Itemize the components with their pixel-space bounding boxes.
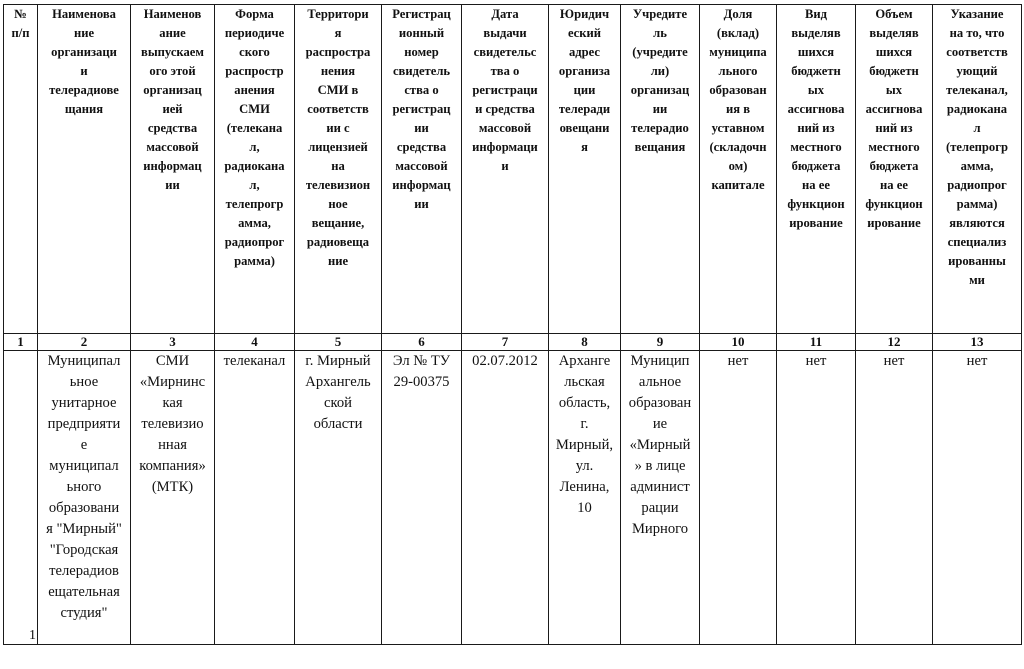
header-line: Территори — [307, 7, 369, 21]
header-line: образован — [709, 83, 767, 97]
header-line: на ее — [802, 178, 830, 192]
cell-line: Архангель — [305, 374, 371, 390]
header-line: (учредите — [632, 45, 688, 59]
header-line: ых — [807, 83, 825, 97]
header-line: нения — [320, 64, 356, 78]
cell-line: нет — [966, 353, 988, 369]
header-line: л, — [249, 178, 260, 192]
cell-line: телерадиов — [49, 563, 119, 579]
header-line: ых — [885, 83, 903, 97]
header-line: ние — [73, 26, 95, 40]
header-line: ание — [159, 26, 186, 40]
cell-line: льская — [564, 374, 605, 390]
header-line: ии — [165, 178, 180, 192]
header-line: телеканал, — [946, 83, 1008, 97]
table-cell-col-5 — [295, 351, 382, 645]
column-number-cell: 3 — [131, 334, 215, 351]
cell-line: образовани — [48, 500, 120, 516]
header-line: распростра — [305, 45, 371, 59]
header-line: Вид — [804, 7, 828, 21]
header-line: телепрогр — [225, 197, 284, 211]
cell-line: "Городская — [49, 542, 119, 558]
header-line: льного — [718, 64, 758, 78]
header-line: Указание — [950, 7, 1004, 21]
header-line: свидетельс — [473, 45, 537, 59]
header-line: ии — [414, 121, 429, 135]
table-cell-col-6 — [382, 351, 462, 645]
cell-line: компания» — [139, 458, 206, 474]
table-cell-col-1 — [4, 351, 38, 645]
table-cell-col-10 — [700, 351, 777, 645]
header-line: тва о — [490, 64, 520, 78]
header-line: ний из — [875, 121, 913, 135]
column-header-12 — [856, 5, 933, 334]
header-line: выделяв — [791, 26, 841, 40]
header-line: ского — [239, 45, 270, 59]
header-line: на то, что — [949, 26, 1005, 40]
header-line: информаци — [472, 140, 538, 154]
header-line: л — [973, 121, 981, 135]
header-line: телерадиове — [49, 83, 119, 97]
cell-line: Эл № ТУ — [392, 353, 451, 369]
header-line: адрес — [568, 45, 600, 59]
header-line: местного — [868, 140, 920, 154]
column-header-13 — [933, 5, 1022, 334]
header-line: Объем — [875, 7, 913, 21]
header-line: ства о — [404, 83, 439, 97]
table-cell-col-9 — [621, 351, 700, 645]
header-line: Регистрац — [392, 7, 451, 21]
cell-line: кая — [162, 395, 183, 411]
cell-line: нет — [883, 353, 905, 369]
table-cell-col-7 — [462, 351, 549, 645]
header-line: ии — [652, 102, 668, 116]
header-line: периодиче — [224, 26, 285, 40]
cell-line: Муницип — [630, 353, 690, 369]
header-line: ии — [414, 197, 429, 211]
header-line: № — [14, 7, 27, 21]
header-line: радиокана — [224, 159, 285, 173]
header-line: ми — [969, 273, 985, 287]
cell-line: образован — [628, 395, 692, 411]
header-line: ассигнова — [787, 102, 845, 116]
cell-line: нет — [805, 353, 827, 369]
column-number-cell: 1 — [4, 334, 38, 351]
cell-line: ской — [324, 395, 352, 411]
cell-line: ьное — [69, 374, 99, 390]
column-number-cell: 9 — [621, 334, 700, 351]
column-header-1 — [4, 5, 38, 334]
header-line: рамма) — [234, 254, 275, 268]
header-line: ого этой — [149, 64, 196, 78]
cell-line: 29-00375 — [393, 374, 450, 390]
header-line: капитале — [711, 178, 765, 192]
cell-line: «Мирнинс — [139, 374, 206, 390]
header-line: телеради — [558, 102, 611, 116]
header-line: регистраци — [472, 83, 538, 97]
column-header-8 — [549, 5, 621, 334]
header-line: ции — [573, 83, 596, 97]
cell-line: г. — [580, 416, 589, 432]
header-line: и — [80, 64, 88, 78]
cell-line: Муниципал — [47, 353, 121, 369]
header-line: Учредите — [632, 7, 688, 21]
cell-line: Ленина, — [559, 479, 610, 495]
cell-line: ьного — [66, 479, 102, 495]
cell-line: телеканал — [223, 353, 286, 369]
column-header-6 — [382, 5, 462, 334]
column-header-11 — [777, 5, 856, 334]
cell-line: 10 — [577, 500, 592, 516]
header-line: я — [581, 140, 588, 154]
header-line: амма, — [238, 216, 271, 230]
header-line: радиокана — [946, 102, 1008, 116]
header-line: шихся — [797, 45, 835, 59]
cell-line: ещательная — [48, 584, 120, 600]
cell-line: предприяти — [47, 416, 121, 432]
cell-line: нная — [158, 437, 187, 453]
column-number-cell: 2 — [38, 334, 131, 351]
cell-line: альное — [638, 374, 682, 390]
header-line: массовой — [146, 140, 199, 154]
cell-line: рации — [641, 500, 679, 516]
header-line: ли) — [650, 64, 670, 78]
cell-line: е — [80, 437, 88, 453]
header-line: ль — [653, 26, 667, 40]
header-line: ирование — [867, 216, 921, 230]
column-number-cell: 13 — [933, 334, 1022, 351]
header-line: п/п — [11, 26, 30, 40]
cell-line: унитарное — [51, 395, 117, 411]
cell-line: 02.07.2012 — [472, 353, 538, 369]
header-line: выделяв — [869, 26, 919, 40]
header-line: Дата — [491, 7, 519, 21]
header-line: я — [334, 26, 342, 40]
cell-line: СМИ — [155, 353, 190, 369]
header-line: средства — [147, 121, 198, 135]
header-line: радиовеща — [306, 235, 370, 249]
header-line: и средства — [475, 102, 535, 116]
header-line: средства — [396, 140, 447, 154]
table-cell-col-3 — [131, 351, 215, 645]
cell-line: муниципал — [49, 458, 119, 474]
header-line: организаци — [51, 45, 117, 59]
header-line: выдачи — [483, 26, 527, 40]
header-line: ия в — [725, 102, 751, 116]
column-header-4 — [215, 5, 295, 334]
header-line: Наименова — [52, 7, 116, 21]
header-line: номер — [404, 45, 439, 59]
header-line: специализ — [947, 235, 1007, 249]
cell-line: студия" — [60, 605, 108, 621]
header-line: ии с — [326, 121, 350, 135]
header-line: (телекана — [226, 121, 283, 135]
column-header-5 — [295, 5, 382, 334]
header-line: регистрац — [392, 102, 451, 116]
table-cell-col-12 — [856, 351, 933, 645]
cell-line: я "Мирный" — [46, 521, 122, 537]
header-line: на ее — [880, 178, 908, 192]
cell-line: Арханге — [558, 353, 611, 369]
header-line: бюджета — [791, 159, 841, 173]
header-line: вещание, — [311, 216, 365, 230]
cell-line: ие — [652, 416, 668, 432]
header-line: ирование — [789, 216, 843, 230]
cell-line: «Мирный — [629, 437, 691, 453]
cell-line: » в лице — [634, 458, 686, 474]
column-header-7 — [462, 5, 549, 334]
column-number-cell: 8 — [549, 334, 621, 351]
cell-line: Мирного — [631, 521, 689, 537]
header-line: овещани — [559, 121, 610, 135]
header-line: ное — [328, 197, 348, 211]
table-row — [4, 351, 1022, 645]
column-number-cell: 12 — [856, 334, 933, 351]
header-line: СМИ — [239, 102, 270, 116]
header-line: массовой — [395, 159, 448, 173]
header-line: уставном — [711, 121, 765, 135]
header-line: организа — [558, 64, 611, 78]
header-line: ией — [162, 102, 183, 116]
column-number-cell: 4 — [215, 334, 295, 351]
header-line: соответств — [946, 45, 1008, 59]
table-cell-col-2 — [38, 351, 131, 645]
header-line: телерадио — [631, 121, 689, 135]
cell-line: Мирный, — [555, 437, 614, 453]
table-cell-col-4 — [215, 351, 295, 645]
header-line: свидетель — [392, 64, 451, 78]
cell-line: области — [313, 416, 363, 432]
header-line: л, — [249, 140, 260, 154]
table-cell-col-11 — [777, 351, 856, 645]
header-line: муниципа — [709, 45, 767, 59]
column-header-10 — [700, 5, 777, 334]
cell-line: ул. — [575, 458, 594, 474]
header-line: бюджета — [869, 159, 919, 173]
header-line: бюджетн — [791, 64, 841, 78]
cell-line: (МТК) — [151, 479, 194, 495]
cell-line: админист — [630, 479, 690, 495]
header-line: радиопрог — [224, 235, 285, 249]
column-number-row — [4, 334, 1022, 351]
header-line: функцион — [787, 197, 845, 211]
header-line: ированны — [948, 254, 1006, 268]
row-number: 1 — [29, 628, 36, 643]
header-line: лицензией — [308, 140, 368, 154]
header-line: радиопрог — [947, 178, 1007, 192]
header-line: организац — [143, 83, 202, 97]
header-line: шихся — [875, 45, 913, 59]
header-line: выпускаем — [141, 45, 204, 59]
header-line: местного — [790, 140, 842, 154]
header-line: рамма) — [956, 197, 998, 211]
header-line: ние — [327, 254, 349, 268]
header-line: СМИ в — [317, 83, 359, 97]
header-line: (вклад) — [716, 26, 760, 40]
table-cell-col-13 — [933, 351, 1022, 645]
header-row — [4, 5, 1022, 334]
column-header-9 — [621, 5, 700, 334]
header-line: Наименов — [143, 7, 202, 21]
header-line: функцион — [865, 197, 923, 211]
header-line: Доля — [723, 7, 753, 21]
column-number-cell: 6 — [382, 334, 462, 351]
header-line: (складочн — [709, 140, 767, 154]
header-line: ний из — [797, 121, 835, 135]
header-line: являются — [949, 216, 1005, 230]
column-number-cell: 11 — [777, 334, 856, 351]
header-line: на — [331, 159, 345, 173]
header-line: массовой — [478, 121, 532, 135]
header-line: вещания — [634, 140, 686, 154]
header-line: (телепрогр — [946, 140, 1008, 154]
header-line: ом) — [728, 159, 748, 173]
cell-line: область, — [558, 395, 611, 411]
header-line: анения — [234, 83, 275, 97]
header-line: щания — [64, 102, 104, 116]
header-line: распростр — [225, 64, 284, 78]
header-line: и — [501, 159, 509, 173]
header-line: Юридич — [559, 7, 610, 21]
column-number-cell: 5 — [295, 334, 382, 351]
header-line: организац — [630, 83, 690, 97]
header-line: информац — [143, 159, 202, 173]
header-line: еский — [567, 26, 602, 40]
header-line: соответств — [307, 102, 369, 116]
column-header-3 — [131, 5, 215, 334]
header-line: ующий — [956, 64, 998, 78]
table-cell-col-8 — [549, 351, 621, 645]
cell-line: нет — [727, 353, 749, 369]
column-number-cell: 10 — [700, 334, 777, 351]
header-line: телевизион — [305, 178, 371, 192]
registry-table — [3, 4, 1022, 645]
cell-line: телевизио — [141, 416, 204, 432]
header-line: Форма — [235, 7, 274, 21]
header-line: амма, — [960, 159, 994, 173]
header-line: ассигнова — [865, 102, 923, 116]
column-number-cell: 7 — [462, 334, 549, 351]
cell-line: г. Мирный — [305, 353, 371, 369]
column-header-2 — [38, 5, 131, 334]
header-line: бюджетн — [869, 64, 919, 78]
header-line: ионный — [398, 26, 445, 40]
header-line: информац — [392, 178, 451, 192]
